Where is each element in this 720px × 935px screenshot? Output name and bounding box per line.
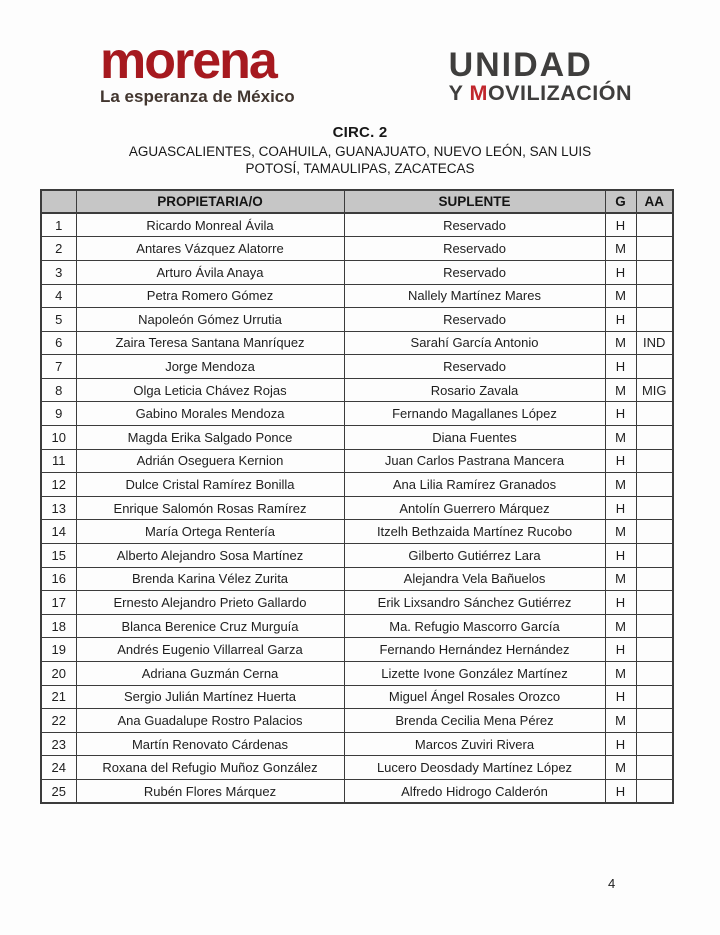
cell-suplente: Lizette Ivone González Martínez (344, 662, 605, 686)
cell-num: 25 (41, 779, 76, 803)
cell-suplente: Reservado (344, 355, 605, 379)
cell-g: H (605, 638, 636, 662)
cell-g: M (605, 284, 636, 308)
cell-suplente: Lucero Deosdady Martínez López (344, 756, 605, 780)
unidad-line2-rest: OVILIZACIÓN (487, 81, 632, 105)
cell-suplente: Reservado (344, 237, 605, 261)
cell-g: M (605, 378, 636, 402)
cell-aa (636, 284, 673, 308)
table-header (41, 190, 673, 214)
cell-aa (636, 473, 673, 497)
morena-logo (100, 32, 295, 107)
cell-g: H (605, 591, 636, 615)
cell-g: H (605, 685, 636, 709)
cell-g: M (605, 237, 636, 261)
cell-g: H (605, 355, 636, 379)
cell-num: 15 (41, 544, 76, 568)
table-row (41, 355, 673, 379)
cell-propietario: Magda Erika Salgado Ponce (76, 426, 344, 450)
table-row (41, 685, 673, 709)
cell-propietario: Olga Leticia Chávez Rojas (76, 378, 344, 402)
cell-num: 19 (41, 638, 76, 662)
cell-aa (636, 260, 673, 284)
cell-num: 20 (41, 662, 76, 686)
table-row (41, 591, 673, 615)
cell-suplente: Brenda Cecilia Mena Pérez (344, 709, 605, 733)
cell-suplente: Reservado (344, 213, 605, 237)
table-row (41, 756, 673, 780)
cell-num: 10 (41, 426, 76, 450)
cell-suplente: Gilberto Gutiérrez Lara (344, 544, 605, 568)
cell-aa (636, 732, 673, 756)
cell-propietario: María Ortega Rentería (76, 520, 344, 544)
cell-suplente: Itzelh Bethzaida Martínez Rucobo (344, 520, 605, 544)
cell-propietario: Enrique Salomón Rosas Ramírez (76, 496, 344, 520)
cell-g: H (605, 544, 636, 568)
table-row (41, 520, 673, 544)
cell-propietario: Adriana Guzmán Cerna (76, 662, 344, 686)
table-row (41, 260, 673, 284)
cell-aa: MIG (636, 378, 673, 402)
cell-aa (636, 426, 673, 450)
cell-suplente: Alfredo Hidrogo Calderón (344, 779, 605, 803)
table-row (41, 567, 673, 591)
cell-aa (636, 614, 673, 638)
cell-aa (636, 544, 673, 568)
cell-propietario: Andrés Eugenio Villarreal Garza (76, 638, 344, 662)
cell-propietario: Rubén Flores Márquez (76, 779, 344, 803)
cell-g: M (605, 709, 636, 733)
cell-num: 14 (41, 520, 76, 544)
cell-propietario: Brenda Karina Vélez Zurita (76, 567, 344, 591)
cell-g: H (605, 732, 636, 756)
unidad-logo-line2 (449, 82, 632, 106)
cell-propietario: Alberto Alejandro Sosa Martínez (76, 544, 344, 568)
cell-aa (636, 662, 673, 686)
table-row (41, 237, 673, 261)
cell-propietario: Zaira Teresa Santana Manríquez (76, 331, 344, 355)
header-number (41, 190, 76, 214)
cell-g: H (605, 496, 636, 520)
cell-g: M (605, 756, 636, 780)
cell-aa (636, 685, 673, 709)
table-row (41, 284, 673, 308)
table-row (41, 331, 673, 355)
table-row (41, 709, 673, 733)
cell-g: H (605, 260, 636, 284)
cell-aa (636, 591, 673, 615)
cell-aa (636, 638, 673, 662)
cell-num: 8 (41, 378, 76, 402)
unidad-logo-line1: UNIDAD (448, 46, 593, 84)
cell-aa (636, 213, 673, 237)
cell-num: 11 (41, 449, 76, 473)
table-row (41, 614, 673, 638)
cell-suplente: Fernando Magallanes López (344, 402, 605, 426)
cell-num: 4 (41, 284, 76, 308)
table-row (41, 378, 673, 402)
table-row (41, 402, 673, 426)
states-subtitle: AGUASCALIENTES, COAHUILA, GUANAJUATO, NUEVO LEÓN, SAN LUIS POTOSÍ, TAMAULIPAS, ZACATECAS (128, 143, 592, 176)
cell-suplente: Sarahí García Antonio (344, 331, 605, 355)
cell-aa (636, 237, 673, 261)
table-header-row (41, 190, 673, 214)
cell-aa (636, 308, 673, 332)
cell-propietario: Adrián Oseguera Kernion (76, 449, 344, 473)
table-row (41, 544, 673, 568)
page-number: 4 (608, 876, 616, 891)
cell-g: M (605, 614, 636, 638)
cell-suplente: Fernando Hernández Hernández (344, 638, 605, 662)
cell-num: 6 (41, 331, 76, 355)
cell-aa: IND (636, 331, 673, 355)
cell-aa (636, 402, 673, 426)
cell-num: 3 (41, 260, 76, 284)
cell-num: 21 (41, 685, 76, 709)
table-row (41, 426, 673, 450)
cell-suplente: Rosario Zavala (344, 378, 605, 402)
cell-num: 17 (41, 591, 76, 615)
cell-g: M (605, 567, 636, 591)
cell-suplente: Miguel Ángel Rosales Orozco (344, 685, 605, 709)
cell-propietario: Antares Vázquez Alatorre (76, 237, 344, 261)
cell-propietario: Roxana del Refugio Muñoz González (76, 756, 344, 780)
unidad-movilizacion-logo (449, 48, 632, 106)
cell-aa (636, 449, 673, 473)
cell-suplente: Diana Fuentes (344, 426, 605, 450)
cell-num: 18 (41, 614, 76, 638)
cell-aa (636, 779, 673, 803)
cell-suplente: Marcos Zuviri Rivera (344, 732, 605, 756)
cell-num: 12 (41, 473, 76, 497)
cell-num: 24 (41, 756, 76, 780)
cell-num: 1 (41, 213, 76, 237)
cell-g: M (605, 520, 636, 544)
cell-num: 2 (41, 237, 76, 261)
unidad-line2-m-red: M (469, 81, 488, 105)
cell-suplente: Juan Carlos Pastrana Mancera (344, 449, 605, 473)
header-propietario: PROPIETARIA/O (76, 190, 344, 214)
cell-g: M (605, 473, 636, 497)
cell-g: H (605, 308, 636, 332)
table-row (41, 779, 673, 803)
table-row (41, 662, 673, 686)
cell-aa (636, 756, 673, 780)
title-block (0, 124, 720, 177)
header-suplente: SUPLENTE (344, 190, 605, 214)
cell-num: 22 (41, 709, 76, 733)
cell-num: 13 (41, 496, 76, 520)
morena-tagline: La esperanza de México (100, 86, 295, 106)
logo-header (0, 0, 720, 107)
cell-aa (636, 520, 673, 544)
cell-aa (636, 567, 673, 591)
table-row (41, 449, 673, 473)
cell-g: H (605, 402, 636, 426)
table-row (41, 732, 673, 756)
cell-aa (636, 496, 673, 520)
cell-propietario: Blanca Berenice Cruz Murguía (76, 614, 344, 638)
cell-propietario: Ricardo Monreal Ávila (76, 213, 344, 237)
candidates-table (40, 189, 674, 804)
cell-num: 9 (41, 402, 76, 426)
cell-num: 16 (41, 567, 76, 591)
cell-suplente: Reservado (344, 308, 605, 332)
cell-suplente: Antolín Guerrero Márquez (344, 496, 605, 520)
table-row (41, 496, 673, 520)
cell-g: H (605, 213, 636, 237)
header-gender: G (605, 190, 636, 214)
cell-aa (636, 709, 673, 733)
cell-suplente: Nallely Martínez Mares (344, 284, 605, 308)
cell-propietario: Martín Renovato Cárdenas (76, 732, 344, 756)
unidad-line2-prefix: Y (448, 81, 470, 105)
cell-g: M (605, 331, 636, 355)
cell-propietario: Ernesto Alejandro Prieto Gallardo (76, 591, 344, 615)
table-body (41, 213, 673, 803)
table-row (41, 473, 673, 497)
cell-g: H (605, 449, 636, 473)
cell-aa (636, 355, 673, 379)
cell-propietario: Napoleón Gómez Urrutia (76, 308, 344, 332)
table-row (41, 308, 673, 332)
cell-num: 5 (41, 308, 76, 332)
cell-propietario: Jorge Mendoza (76, 355, 344, 379)
cell-propietario: Dulce Cristal Ramírez Bonilla (76, 473, 344, 497)
cell-g: M (605, 662, 636, 686)
cell-propietario: Petra Romero Gómez (76, 284, 344, 308)
table-row (41, 213, 673, 237)
cell-num: 23 (41, 732, 76, 756)
cell-suplente: Alejandra Vela Bañuelos (344, 567, 605, 591)
cell-propietario: Arturo Ávila Anaya (76, 260, 344, 284)
cell-suplente: Reservado (344, 260, 605, 284)
morena-wordmark: morena (100, 32, 276, 90)
table-row (41, 638, 673, 662)
cell-suplente: Ma. Refugio Mascorro García (344, 614, 605, 638)
cell-g: H (605, 779, 636, 803)
cell-suplente: Ana Lilia Ramírez Granados (344, 473, 605, 497)
cell-suplente: Erik Lixsandro Sánchez Gutiérrez (344, 591, 605, 615)
cell-propietario: Ana Guadalupe Rostro Palacios (76, 709, 344, 733)
cell-g: M (605, 426, 636, 450)
header-affirmative-action: AA (636, 190, 673, 214)
cell-num: 7 (41, 355, 76, 379)
cell-propietario: Gabino Morales Mendoza (76, 402, 344, 426)
circumscription-title: CIRC. 2 (332, 123, 388, 141)
cell-propietario: Sergio Julián Martínez Huerta (76, 685, 344, 709)
